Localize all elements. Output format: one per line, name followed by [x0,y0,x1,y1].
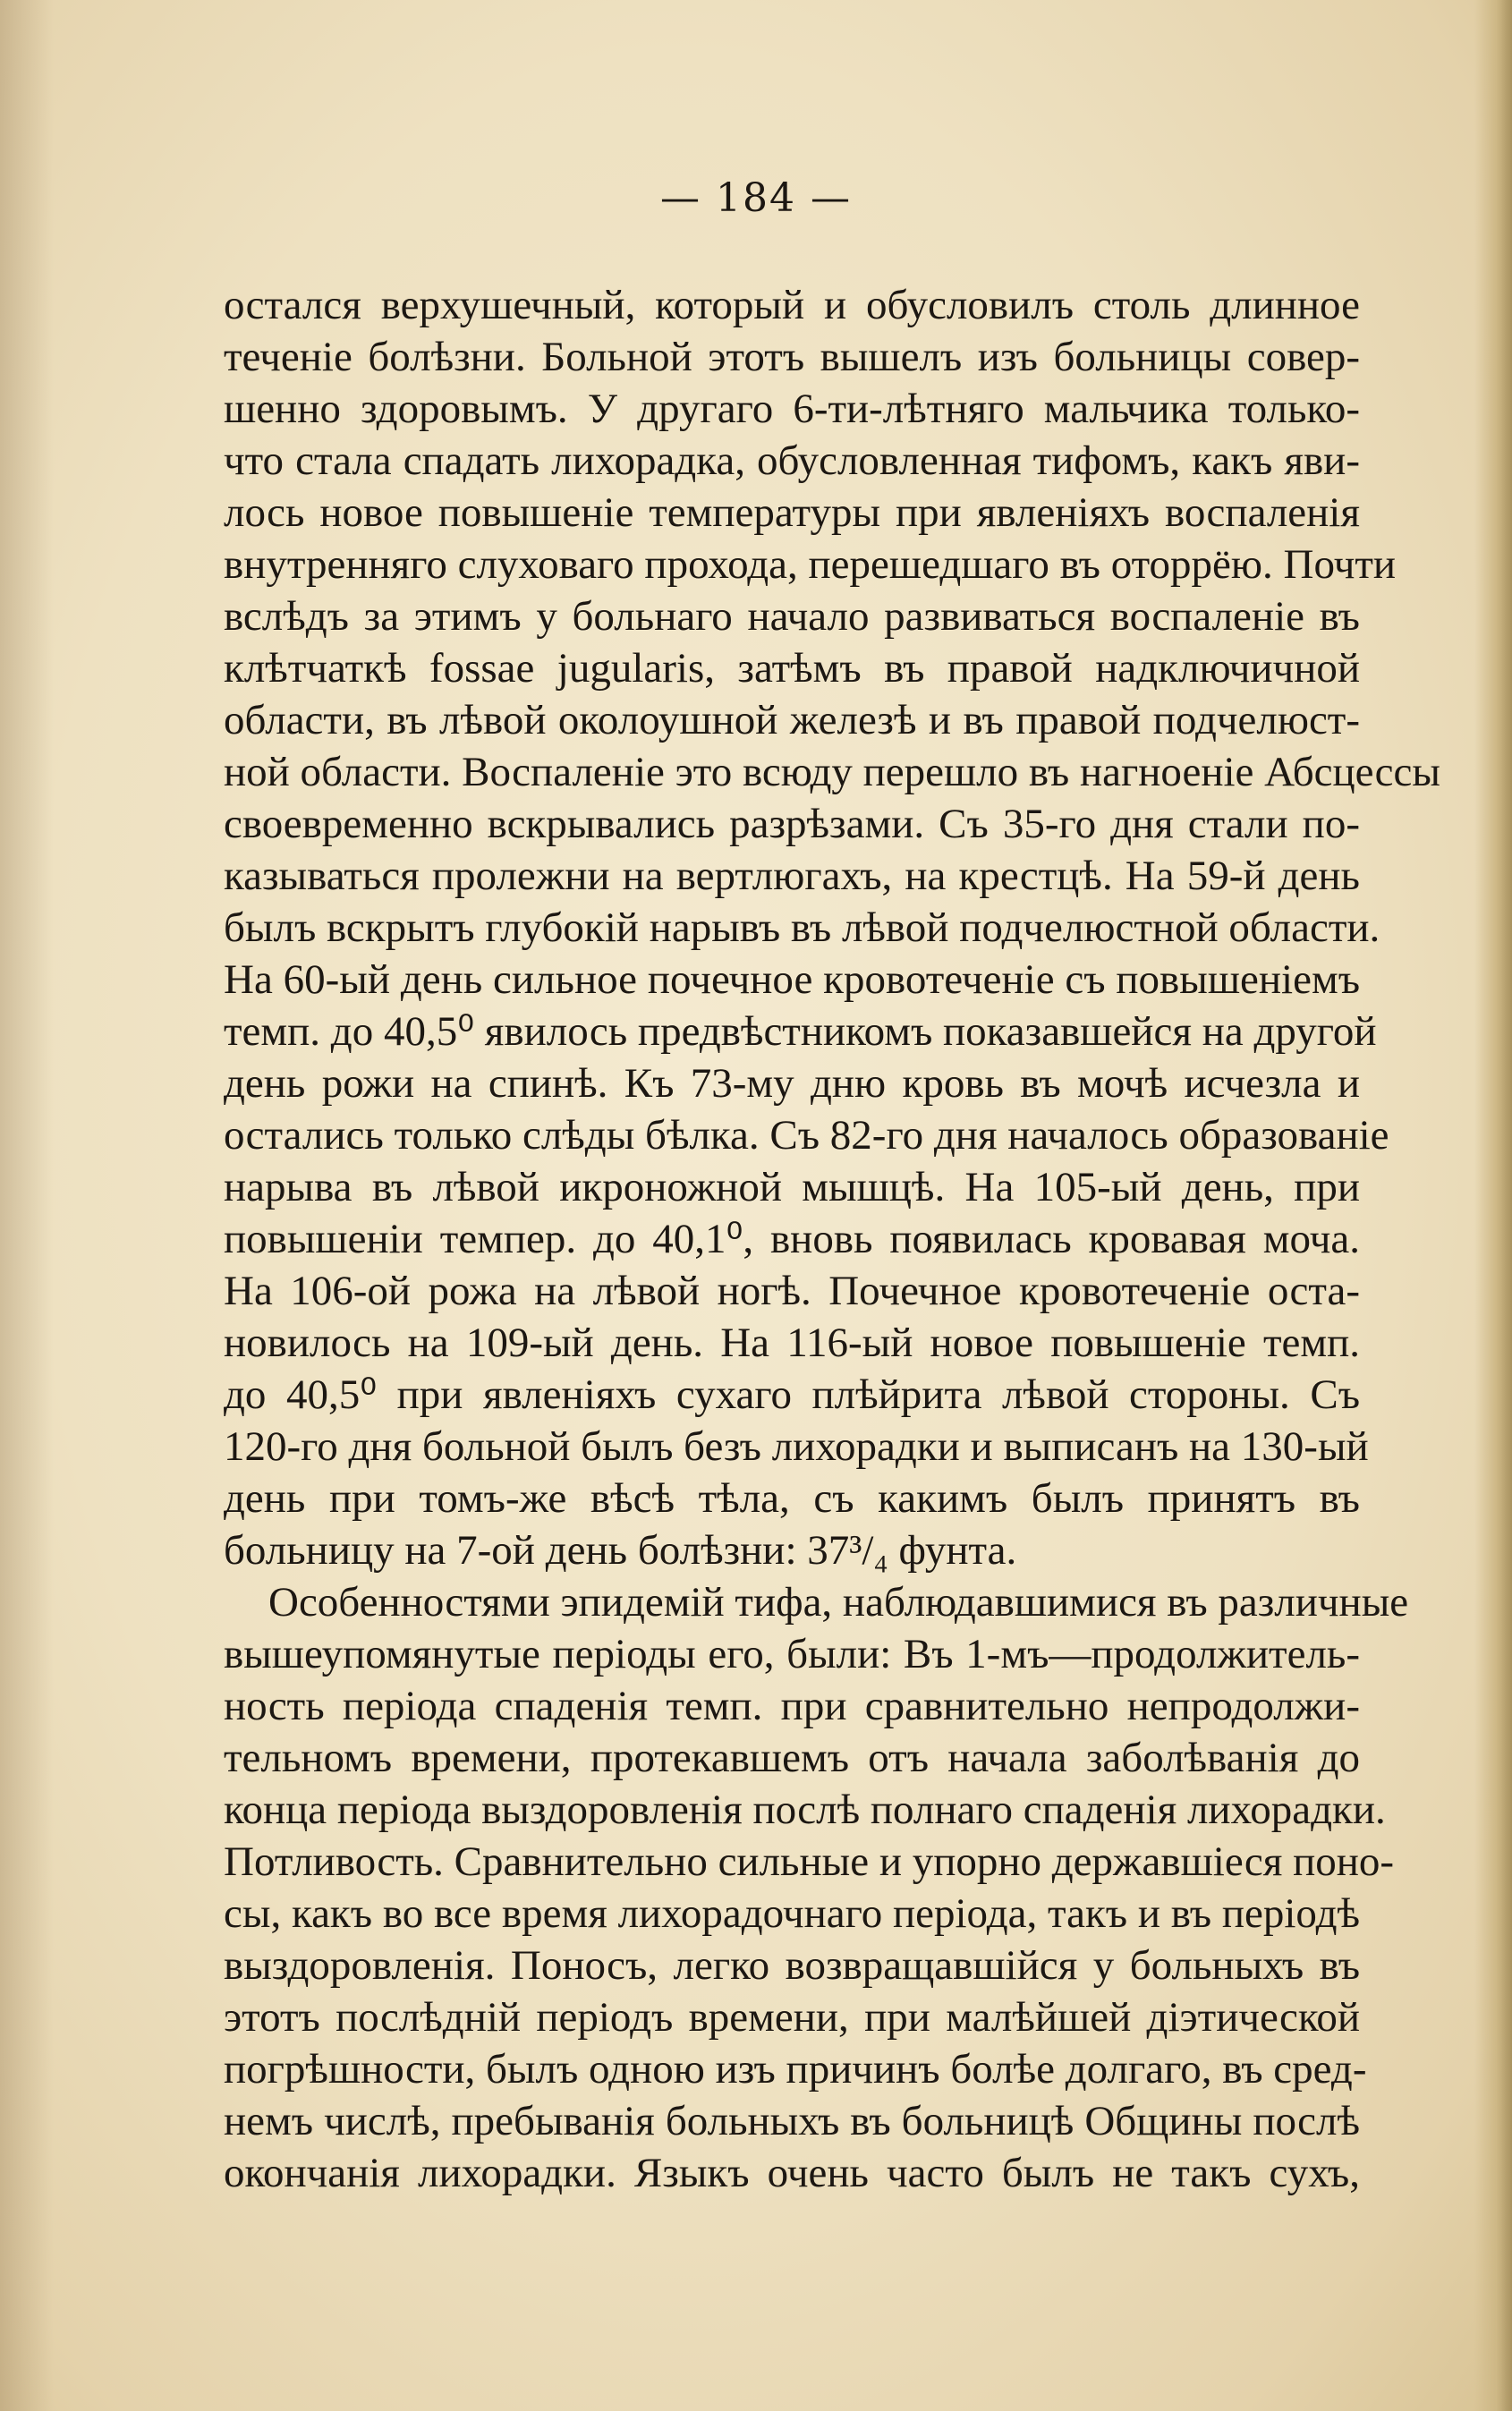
text-line: казываться пролежни на вертлюгахъ, на крестцѣ. На 59-й день [224,853,1360,899]
text-line: конца періода выздоровленія послѣ полнаго спаденія лихорадки. [224,1787,1386,1833]
text-line: теченіе болѣзни. Больной этотъ вышелъ изъ больницы совер- [224,334,1360,380]
text-line: внутренняго слуховаго прохода, перешедшаго въ оторрёю. Почти [224,541,1397,588]
page-edge [1474,0,1512,2411]
binding-shadow [0,0,54,2411]
text-line: области, въ лѣвой околоушной железѣ и въ правой подчелюст- [224,697,1360,743]
text-line: шенно здоровымъ. У другаго 6-ти-лѣтняго мальчика только- [224,386,1360,432]
text-line: былъ вскрытъ глубокій нарывъ въ лѣвой подчелюстной области. [224,904,1380,951]
text-line: ность періода спаденія темп. при сравнительно непродолжи- [224,1683,1360,1729]
text-line: окончанія лихорадки. Языкъ очень часто былъ не такъ сухъ, [224,2150,1360,2196]
text-line: погрѣшности, былъ одною изъ причинъ болѣе долгаго, въ сред- [224,2046,1367,2093]
text-line: нарыва въ лѣвой икроножной мышцѣ. На 105-ый день, при [224,1164,1360,1210]
text-line: больницу на 7-ой день болѣзни: 37³/₄ фунта. [224,1527,1017,1574]
text-line: день при томъ-же вѣсѣ тѣла, съ какимъ былъ принятъ въ [224,1475,1360,1522]
text-line: день рожи на спинѣ. Къ 73-му дню кровь въ мочѣ исчезла и [224,1060,1360,1107]
text-line: этотъ послѣдній періодъ времени, при малѣйшей діэтической [224,1994,1360,2041]
page-number: — 184 — [660,175,852,221]
text-line: сы, какъ во все время лихорадочнаго періода, такъ и въ періодѣ [224,1890,1360,1937]
text-line: 120-го дня больной былъ безъ лихорадки и выписанъ на 130-ый [224,1423,1369,1470]
text-line: Потливость. Сравнительно сильные и упорно державшіеся поно- [224,1838,1395,1885]
text-line: немъ числѣ, пребыванія больныхъ въ больницѣ Общины послѣ [224,2098,1360,2144]
text-line: тельномъ времени, протекавшемъ отъ начала заболѣванія до [224,1735,1360,1781]
text-line: остались только слѣды бѣлка. Съ 82-го дня началось образованіе [224,1112,1389,1159]
text-line: повышеніи темпер. до 40,1⁰, вновь появилась кровавая моча. [224,1216,1360,1262]
text-line: вышеупомянутые періоды его, были: Въ 1-мъ—продолжитель- [224,1631,1360,1677]
text-line: клѣтчаткѣ fossae jugularis, затѣмъ въ правой надключичной [224,645,1360,692]
text-line: Особенностями эпидемій тифа, наблюдавшимися въ различные [268,1579,1409,1626]
text-line: ной области. Воспаленіе это всюду перешло въ нагноеніе Абсцессы [224,749,1440,795]
body-text [224,279,1440,2199]
text-line: остался верхушечный, который и обусловилъ столь длинное [224,282,1360,328]
text-line: своевременно вскрывались разрѣзами. Съ 35-го дня стали по- [224,801,1360,847]
text-line: выздоровленія. Поносъ, легко возвращавшійся у больныхъ въ [224,1942,1360,1989]
text-line: вслѣдъ за этимъ у больнаго начало развиваться воспаленіе въ [224,593,1360,640]
text-line: что стала спадать лихорадка, обусловленная тифомъ, какъ яви- [224,437,1360,484]
text-line: новилось на 109-ый день. На 116-ый новое повышеніе темп. [224,1320,1360,1366]
text-line: На 60-ый день сильное почечное кровотеченіе съ повышеніемъ [224,956,1360,1003]
text-line: лось новое повышеніе температуры при явленіяхъ воспаленія [224,489,1360,536]
text-line: до 40,5⁰ при явленіяхъ сухаго плѣйрита лѣвой стороны. Съ [224,1371,1360,1418]
text-line: На 106-ой рожа на лѣвой ногѣ. Почечное кровотеченіе оста- [224,1268,1360,1314]
text-line: темп. до 40,5⁰ явилось предвѣстникомъ показавшейся на другой [224,1008,1377,1055]
